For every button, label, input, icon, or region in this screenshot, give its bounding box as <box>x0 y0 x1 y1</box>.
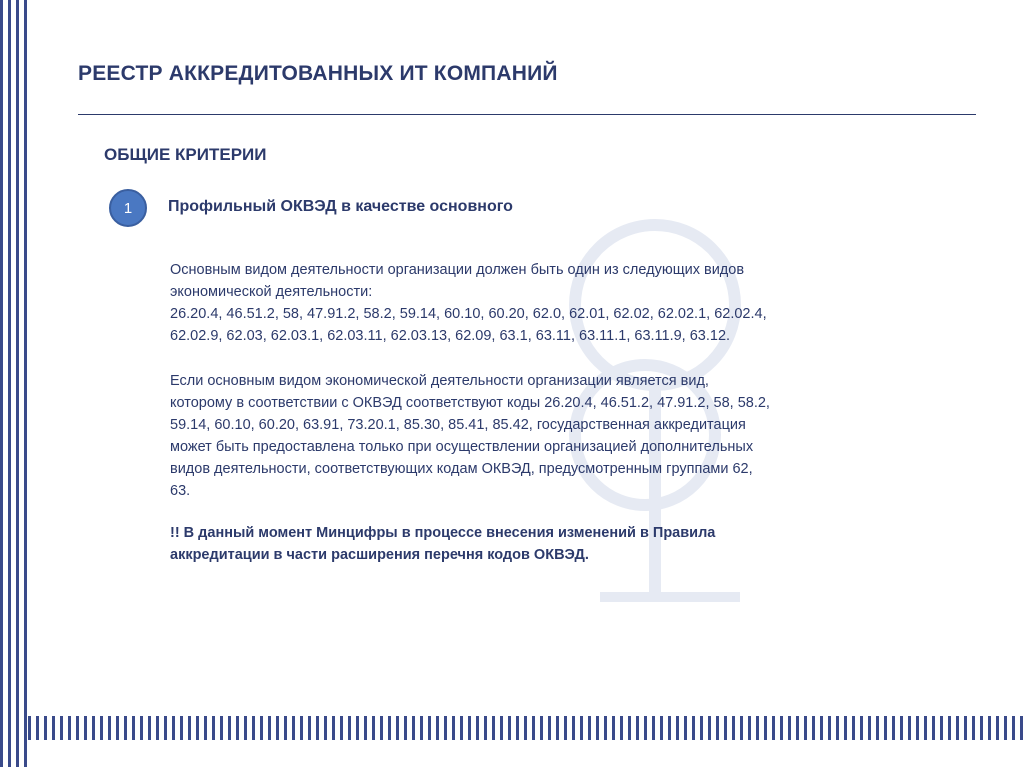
title-divider <box>78 114 976 115</box>
criterion-title: Профильный ОКВЭД в качестве основного <box>168 198 513 215</box>
section-title: ОБЩИЕ КРИТЕРИИ <box>104 145 267 164</box>
conditional-codes-paragraph: Если основным видом экономической деятельности организации является вид, которому в соответствии с ОКВЭД соответствуют коды 26.20.4, 46.51.2, 47.91.2, 58, 58.2, 59.14, 60.10, 60.20, 63.91, 73.20.1, 85.30, 85.41, 85.42, государственная аккредитация может быть предоставлена только при осуществлении организацией дополнительных видов деятельности, соответствующих кодам ОКВЭД, предусмотренным группами 62, 63. <box>170 373 770 499</box>
page-title: РЕЕСТР АККРЕДИТОВАННЫХ ИТ КОМПАНИЙ <box>78 62 558 85</box>
left-stripe-border <box>0 0 28 767</box>
criterion-number-badge: 1 <box>109 189 147 227</box>
okved-codes-paragraph: Основным видом деятельности организации должен быть один из следующих видов экономической деятельности: 26.20.4, 46.51.2, 58, 47.91.2, 58.2, 59.14, 60.10, 60.20, 62.0, 62.01, 62.02, 62.02.1, 62.02.4, 62.02.9, 62.03, 62.03.1, 62.03.11, 62.03.13, 62.09, 63.1, 63.11, 63.11.1, 63.11.9, 63.12. <box>170 262 767 344</box>
bottom-stripe-border <box>28 716 1024 740</box>
notice-paragraph: !! В данный момент Минцифры в процессе внесения изменений в Правила аккредитации в части расширения перечня кодов ОКВЭД. <box>170 525 716 563</box>
